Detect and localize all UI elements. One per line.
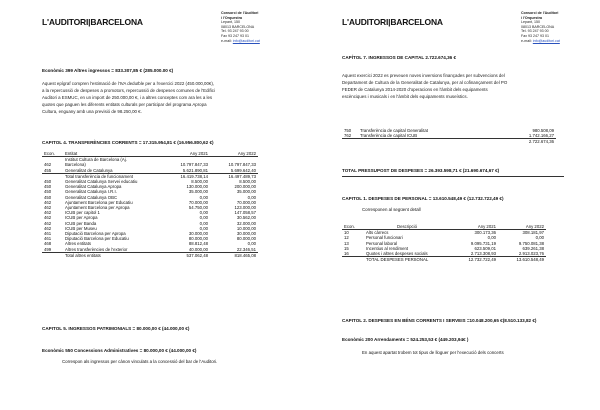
cell-year1: 80.000,00	[188, 236, 208, 242]
cell-year2: 30.000,00	[236, 231, 256, 237]
table-row	[342, 139, 556, 145]
cell-entitat: Total altres entitats	[63, 252, 162, 258]
address-name1: Consorci de l'Auditori	[221, 11, 259, 15]
cell-year1: 623.509,01	[474, 245, 496, 251]
cell-entitat: Diputació Barcelona per Educatiu	[65, 236, 129, 242]
cell-entitat: Altres entitats	[65, 241, 92, 247]
cell-econ: 462	[44, 205, 52, 211]
cell-year1: 0,00	[199, 210, 208, 216]
cell-econ	[342, 257, 364, 263]
cell-econ: 13	[344, 240, 349, 246]
cell-year2: 639.261,38	[522, 245, 544, 251]
address-name1: Consorci de l'Auditori	[521, 11, 559, 15]
cell-econ: 450	[44, 184, 52, 190]
total-pressupost: TOTAL PRESSUPOST DE DESPESES = 26.393.598,71 € (21.690.674,67 €)	[342, 168, 500, 173]
cell-year1: 12.732.722,49	[450, 257, 498, 263]
cell-econ: 499	[44, 246, 52, 252]
cell-year1: 35.000,00	[188, 189, 208, 195]
cell-year2: 0,00	[247, 241, 256, 247]
cell-entitat: Ajuntament Barcelona per Educatiu	[65, 199, 133, 205]
cell-entitat: Institut Cultura de Barcelona (Aj.	[65, 157, 127, 163]
p399-line: Cultura, enguany amb una previsió de 98.250,00 €.	[42, 109, 142, 114]
cell-entitat: Total transferència de funcionament	[63, 173, 162, 179]
cell-desc: Personal laboral	[366, 240, 398, 246]
paragraph-cap7	[342, 72, 507, 100]
cell-year1: 0,00	[199, 215, 208, 221]
address-email-line	[521, 39, 560, 44]
right-page	[300, 0, 600, 410]
cell-econ: 16	[344, 251, 349, 257]
cell-year1: 70.000,00	[188, 199, 208, 205]
heading-cap5: CAPITOL 5. INGRESSOS PATRIMONIALS = 80.000,00 € (44.000,00 €)	[42, 326, 190, 331]
address-tel: Tel. 93 247 93 00	[221, 29, 249, 34]
cell-year2: 200.000,00	[234, 184, 256, 190]
cell-econ: 462	[44, 162, 52, 168]
address-city: 08013 BARCELONA	[521, 24, 555, 29]
cell-entitat: ICUB per capitol 1	[65, 210, 100, 216]
cell-year2: 32.000,00	[236, 220, 256, 226]
cell-econ: 462	[44, 199, 52, 205]
cell-econ: 455	[44, 167, 52, 173]
cell-year2: 80.000,00	[236, 236, 256, 242]
cell-econ	[342, 139, 358, 145]
cell-entitat: Altres transferències de l'exterior	[65, 246, 128, 252]
email-label: e-mail:	[221, 38, 232, 43]
cell-entitat: Generalitat Catalunya I.R.I.	[65, 189, 117, 195]
table-row	[342, 257, 546, 263]
p7-line: escènciques i musicals i en l'àmbit dels equipaments museístics.	[342, 94, 468, 99]
cell-econ: 450	[44, 194, 52, 200]
email-label: e-mail:	[521, 38, 532, 43]
cell-year1: 5.621.890,81	[182, 167, 208, 173]
cell-year2: 10.797.847,33	[228, 162, 256, 168]
cell-year1: 88.812,48	[188, 241, 208, 247]
cell-entitat: ICUB per Museu	[65, 225, 97, 231]
cell-year2: 2.913.023,76	[518, 251, 544, 257]
address-name2: i l'Orquestra	[521, 15, 543, 20]
p399-line: Aquest epígraf compren l'estimació de l'IVA deduïble per a l'exercici 2022 (450.000,00€),	[42, 81, 215, 86]
p399-line: quotes que paguen les diferents entitats culturals per participar del programa Apropa	[42, 102, 207, 107]
cell-econ: 762	[344, 133, 352, 139]
heading-cap7: CAPÍTOL 7. INGRESSOS DE CAPITAL 2.722.674,36 €	[342, 55, 457, 60]
cell-year2: 147.058,57	[234, 210, 256, 216]
cell-entitat: Generalitat Catalunya Apropa	[65, 184, 122, 190]
cell-entitat: Generalitat de Catalunya	[65, 167, 113, 173]
divider	[342, 176, 564, 177]
cell-value: 980.508,09	[532, 128, 554, 133]
cell-year2: 16.497.489,73	[210, 173, 258, 179]
cell-year2: 0,00	[535, 235, 544, 241]
cell-year1: 30.000,00	[188, 231, 208, 237]
col-desc: Descripció	[364, 224, 450, 230]
heading-399: Econòmic 399 Altres ingressos = 833.307,85 € (285.000.00 €)	[42, 68, 174, 73]
cell-entitat: Diputació Barcelona per Apropa	[65, 231, 126, 237]
cell-value: 1.742.166,27	[528, 133, 554, 139]
cell-year2: 35.000,00	[236, 189, 256, 195]
address-fax: Fax 93 247 93 01	[521, 33, 549, 38]
cell-year2: 9.750.081,38	[518, 240, 544, 246]
heading-cap2: CAPITOL 2. DESPESES EN BÉNS CORRENTS I SERVEIS =10.048.200,65 €(8.510.133,82 €)	[342, 318, 537, 323]
cell-entitat: Barcelona)	[65, 162, 86, 168]
cell-year2: 5.699.642,40	[230, 167, 256, 173]
cell-year1: 54.750,00	[188, 205, 208, 211]
cell-econ: 468	[44, 241, 52, 247]
cell-entitat: Transferència de capital Generalitat	[360, 128, 428, 133]
table-cap7-body	[342, 128, 556, 145]
col-year1: Any 2021	[450, 224, 498, 230]
cell-econ: 462	[44, 210, 52, 216]
cell-year1: 10.797.847,33	[180, 162, 208, 168]
cell-econ: 462	[44, 215, 52, 221]
heading-cap4: CAPITOL 4. TRANSFERÈNCIES CORRENTS = 17.315.954,81 € (16.956.800,62 €)	[42, 140, 214, 145]
cell-entitat: Transferència de capital ICUB	[360, 133, 418, 139]
cell-entitat: Generalitat Catalunya OBC	[65, 194, 118, 200]
cell-year1: 300.173,36	[474, 230, 496, 236]
table-cap1	[342, 224, 546, 262]
col-year1: Any 2021	[162, 151, 210, 157]
paragraph-550: Correspon als ingressos per cànon vinculats a la concessió del bar de l'Auditori.	[62, 359, 218, 364]
col-entitat: Entitat	[63, 151, 162, 157]
cell-econ: 461	[44, 236, 52, 242]
cell-year1: 0,00	[199, 225, 208, 231]
table-cap7	[342, 128, 556, 145]
address-email-line	[221, 39, 260, 44]
address-city: 08013 BARCELONA	[221, 24, 255, 29]
address-street: Lepant, 150	[521, 20, 540, 25]
cell-year1: 9.095.731,19	[470, 240, 496, 246]
cell-year1: 8.500,00	[191, 179, 208, 185]
cell-entitat: ICUB per Apropa	[65, 215, 98, 221]
cell-econ: 462	[44, 220, 52, 226]
address-block	[521, 11, 560, 43]
cell-entitat: Ajuntament Barcelona per Apropa	[65, 205, 130, 211]
cell-year1: 16.419.738,14	[162, 173, 210, 179]
table-cap4-body	[42, 157, 258, 258]
cell-econ: 15	[344, 245, 349, 251]
cell-year2: 13.610.548,49	[498, 257, 546, 263]
col-year2: Any 2022	[210, 151, 258, 157]
paragraph-200: En aquest apartat trobem tot tipus de lloguer per l'execució dels concerts	[362, 350, 504, 355]
cell-year1: 0,00	[487, 235, 496, 241]
cell-econ: 450	[44, 189, 52, 195]
cell-year1: 40.000,00	[188, 246, 208, 252]
address-block	[221, 11, 260, 43]
cell-desc: Quotes i altres despeses socials	[366, 251, 428, 257]
cell-econ: 461	[44, 231, 52, 237]
cell-econ: 750	[344, 128, 352, 133]
cell-econ	[42, 252, 63, 258]
cell-entitat: ICUB per Banda	[65, 220, 97, 226]
cell-year2: 8.500,00	[239, 179, 256, 185]
address-tel: Tel. 93 247 93 00	[521, 29, 549, 34]
cap1-subtitle: Corresponen al següent detall	[362, 207, 421, 212]
cell-year1: 0,00	[199, 220, 208, 226]
cell-year2: 70.000,00	[236, 199, 256, 205]
auditori-logo: L'AUDITORI|BARCELONA	[342, 17, 443, 27]
p7-line: Departament de Cultura de la Generalitat de Catalunya, per al cofinançament del PO	[342, 80, 508, 85]
cell-entitat	[358, 139, 502, 145]
paragraph-399	[42, 80, 215, 115]
p399-line: a la repercussió de despeses a promotors, repercussió de despeses comunes de l'Edifici	[42, 88, 215, 93]
heading-cap1: CAPITOL 1. DESPESES DE PERSONAL = 13.610.548,49 € (12.732.722,49 €)	[342, 196, 504, 201]
col-econ: Econ.	[42, 151, 63, 157]
col-econ: Econ.	[342, 224, 364, 230]
email-link[interactable]: info@auditori.cat	[532, 38, 560, 43]
table-cap1-body	[342, 230, 546, 263]
p399-line: Auditori a ESMUC, en un import de 250.000,00 €, i a altres conceptes com ara les a les	[42, 95, 213, 100]
heading-200: Econòmic 200 Arrendaments = 524.253,53 € (449.203,94€ )	[342, 337, 469, 342]
cell-year1: 130.000,00	[186, 184, 208, 190]
table-row	[42, 252, 258, 258]
cell-econ: 12	[344, 235, 349, 241]
cell-year2: 30.562,00	[236, 215, 256, 221]
address-street: Lepant, 150	[221, 20, 240, 25]
cell-desc: TOTAL DESPESES PERSONAL	[364, 257, 450, 263]
cell-entitat: Generalitat Catalunya Servei educatiu	[65, 179, 138, 185]
cell-desc: Incentius al rendiment	[366, 245, 409, 251]
cell-year2: 308.181,97	[522, 230, 544, 236]
col-year2: Any 2022	[498, 224, 546, 230]
cell-econ: 450	[44, 179, 52, 185]
p7-line: Aquest exercici 2022 es preveuen noves inversions finançades per subvencions del	[342, 73, 505, 78]
address-name2: i l'Orquestra	[221, 15, 243, 20]
heading-550: Econòmic 550 Concessions Administratives = 80.000,00 € (44.000,00 €)	[42, 348, 197, 353]
cell-desc: Alts càrrecs	[366, 230, 389, 236]
cell-year2: 10.000,00	[236, 225, 256, 231]
auditori-logo: L'AUDITORI|BARCELONA	[42, 17, 143, 27]
cell-econ: 10	[344, 230, 349, 236]
table-cap4	[42, 151, 258, 258]
cell-desc: Personal funcionari	[366, 235, 403, 241]
cell-year1: 537.062,48	[162, 252, 210, 258]
cell-year2: 818.465,08	[210, 252, 258, 258]
cell-year2: 123.000,00	[234, 205, 256, 211]
p7-line: FEDER de Catalunya 2014-2020 d'operacions en l'àmbit dels equipaments	[342, 87, 488, 92]
email-link[interactable]: info@auditori.cat	[232, 38, 260, 43]
address-fax: Fax 93 247 93 01	[221, 33, 249, 38]
cell-year2: 22.346,51	[236, 246, 256, 252]
cell-econ: 462	[44, 225, 52, 231]
cell-year1: 0,00	[199, 194, 208, 200]
cell-value: 2.722.674,36	[502, 139, 556, 145]
cell-year1: 2.713.308,93	[470, 251, 496, 257]
cell-year2: 0,00	[247, 194, 256, 200]
